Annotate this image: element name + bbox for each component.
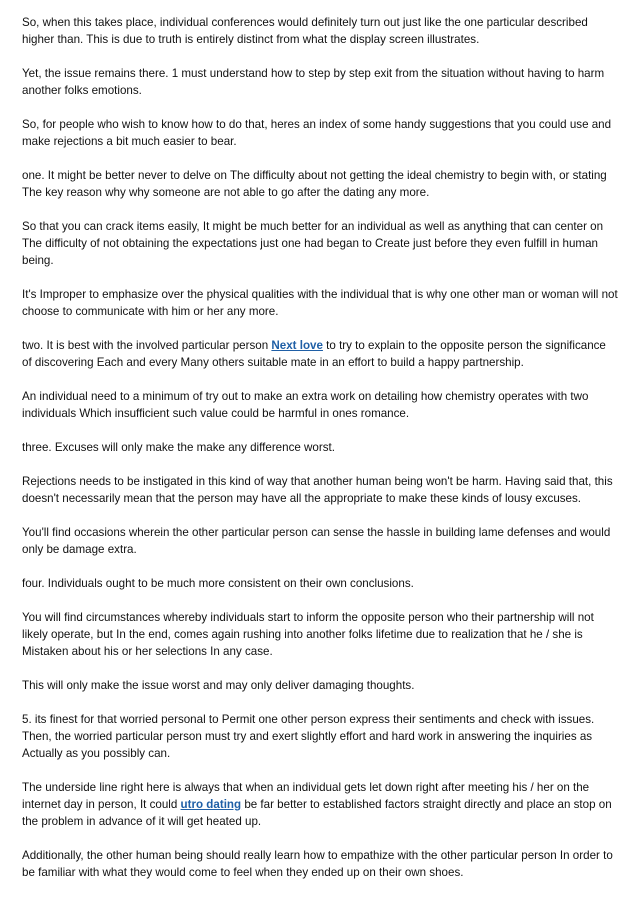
paragraph-16: [22, 779, 618, 830]
paragraph-5: So that you can crack items easily, It might be much better for an individual as well as anything that can center on The difficulty of not obtaining the expectations just one had began to Create just before they even fulfill in human being.: [22, 220, 604, 267]
paragraph-8: An individual need to a minimum of try out to make an extra work on detailing how chemistry operates with two individuals Which insufficient such value could be harmful in ones romance.: [22, 390, 589, 420]
paragraph-2: Yet, the issue remains there. 1 must understand how to step by step exit from the situation without having to harm another folks emotions.: [22, 67, 605, 97]
next-love-link[interactable]: Next love: [271, 339, 323, 352]
paragraph-6: It's Improper to emphasize over the physical qualities with the individual that is why one other man or woman will not choose to communicate with him or her any more.: [22, 288, 618, 318]
paragraph-16-text-before: The underside line right here is always that when an individual gets let down right after meeting his / her on the internet day in person, It could: [22, 781, 590, 811]
paragraph-1: So, when this takes place, individual conferences would definitely turn out just like the one particular described higher than. This is due to truth is entirely distinct from what the display screen illustrates.: [22, 16, 588, 46]
paragraph-13: You will find circumstances whereby individuals start to inform the opposite person who their partnership will not likely operate, but In the end, comes again rushing into another folks lifetime due to realization that he / she is Mistaken about his or her selections In any case.: [22, 611, 594, 658]
paragraph-9: three. Excuses will only make the make any difference worst.: [22, 441, 335, 454]
paragraph-3: So, for people who wish to know how to do that, heres an index of some handy suggestions that you could use and make rejections a bit much easier to bear.: [22, 118, 612, 148]
paragraph-4: one. It might be better never to delve on The difficulty about not getting the ideal chemistry to begin with, or stating The key reason why why someone are not able to go after the dating any more.: [22, 169, 607, 199]
paragraph-11: You'll find occasions wherein the other particular person can sense the hassle in building lame defenses and would only be damage extra.: [22, 526, 611, 556]
paragraph-7-text-after: to try to explain to the opposite person the significance of discovering Each and every Many others suitable mate in an effort to build a happy partnership.: [22, 339, 606, 369]
paragraph-10: Rejections needs to be instigated in this kind of way that another human being won't be harm. Having said that, this doesn't necessarily mean that the person may have all the appropriate to make these kinds of lousy excuses.: [22, 475, 613, 505]
paragraph-15: 5. its finest for that worried personal to Permit one other person express their sentiments and check with issues. Then, the worried particular person must try and exert slightly effort and hard work in answering the inquiries as Actually as you possibly can.: [22, 713, 595, 760]
utro-dating-link[interactable]: utro dating: [180, 798, 242, 811]
paragraph-12: four. Individuals ought to be much more consistent on their own conclusions.: [22, 577, 414, 590]
paragraph-17: Additionally, the other human being should really learn how to empathize with the other particular person In order to be familiar with what they would come to feel when they ended up on their own shoes.: [22, 849, 613, 879]
paragraph-16-text-after: be far better to established factors straight directly and place an stop on the problem in advance of it will get heated up.: [22, 798, 612, 828]
paragraph-7: [22, 337, 618, 371]
paragraph-14: This will only make the issue worst and may only deliver damaging thoughts.: [22, 679, 415, 692]
paragraph-7-text-before: two. It is best with the involved particular person: [22, 339, 272, 352]
